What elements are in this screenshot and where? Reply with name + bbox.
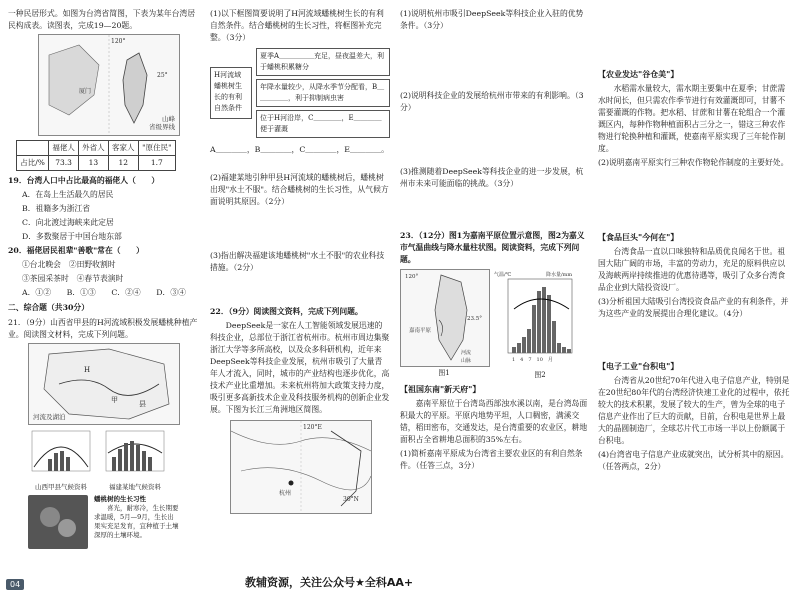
climate2-caption: 福建某地气候资料 bbox=[109, 483, 161, 491]
map-lon-label: 120° bbox=[111, 38, 126, 45]
column-3 bbox=[400, 8, 590, 474]
fig2-right-label: 降水量/mm bbox=[546, 272, 573, 278]
peach-title: 蟠桃树的生长习性 bbox=[94, 495, 146, 503]
peach-text-box bbox=[94, 495, 180, 549]
table-cell: 1.7 bbox=[138, 156, 175, 171]
river-caption: 河流及湖泊 bbox=[33, 413, 66, 421]
q20-option: A．①② B．①③ C．②④ D．③④ bbox=[22, 288, 186, 297]
map3-lon: 120°E bbox=[303, 424, 322, 431]
peach-text: 喜光，耐寒冷，生长期要求温暖，5月—9月，生长出果实充足发育，宜种植于土壤深厚的土壤环境。 bbox=[94, 504, 179, 539]
intro-text: 一种民居形式。如图为台湾省简图，下表为某年台湾居民构成表。读图表，完成19—20题。 bbox=[8, 9, 196, 30]
q22-1: (1)说明杭州市吸引DeepSeek等科技企业入驻的优势条件。（3分） bbox=[400, 9, 584, 30]
flow-diagram bbox=[210, 48, 390, 138]
section-heading: 二、综合题（共30分） bbox=[8, 303, 90, 312]
fig1-svg bbox=[401, 270, 489, 366]
table-header: "原住民" bbox=[138, 141, 175, 156]
table-cell: 73.3 bbox=[49, 156, 79, 171]
taiwan-map bbox=[38, 34, 180, 136]
table-cell: 12 bbox=[108, 156, 138, 171]
q20-option: ③茶园采茶时 ④春节表演时 bbox=[22, 274, 124, 283]
legend-mountain: 山峰 bbox=[162, 115, 175, 123]
flow-item: 夏季A＿＿＿＿＿充足，昼夜温差大，利于蟠桃积累糖分 bbox=[256, 48, 390, 76]
box2-title: 【食品巨头"今何在"】 bbox=[598, 233, 679, 242]
page-number: 04 bbox=[6, 579, 24, 590]
box-title: 【祖国东南"新天府"】 bbox=[400, 385, 481, 394]
peach-info bbox=[28, 495, 198, 549]
taiwan-map-svg bbox=[39, 35, 179, 135]
table-row-label: 占比/% bbox=[17, 156, 49, 171]
table-cell: 13 bbox=[79, 156, 109, 171]
fig1-lat: 23.5° bbox=[467, 316, 482, 322]
q23-2: (2)说明嘉南平原实行三种农作物轮作制度的主要好处。 bbox=[598, 158, 789, 167]
column-1 bbox=[8, 8, 198, 549]
q23-1: (1)简析嘉南平原成为台湾省主要农业区的有利自然条件。（任答三点，3分） bbox=[400, 449, 583, 470]
h-label: H bbox=[84, 366, 91, 374]
fig1 bbox=[400, 269, 488, 381]
table-header bbox=[17, 141, 49, 156]
column-2 bbox=[210, 8, 390, 514]
h-river-map bbox=[28, 343, 180, 425]
box2-text: 台湾食品一直以口味独特和品质优良闻名于世。祖国大陆广阔的市场，丰富的劳动力，充足的原料供应以及海峡两岸持续推进的优惠待遇等，吸引了众多台湾食品企业到大陆投资设厂。 bbox=[598, 247, 786, 292]
fig2-caption: 图2 bbox=[534, 371, 546, 379]
q21-1: (1)以下框图简要说明了H河流域蟠桃树生长的有利自然条件。结合蟠桃树的生长习性，将框图补充完整。（3分） bbox=[210, 9, 384, 42]
fig1-lon: 120° bbox=[405, 274, 419, 280]
fig2-months: 1 4 7 10 月 bbox=[512, 357, 553, 363]
table-header: 客家人 bbox=[108, 141, 138, 156]
climate-charts bbox=[28, 429, 198, 493]
climate2-svg bbox=[102, 429, 168, 477]
q19-option: C．向北渡过海峡来此定居 bbox=[22, 218, 114, 227]
q23-stem: 23．（12分）图1为嘉南平原位置示意图，图2为嘉义市气温曲线与降水量柱状图。阅读资料，完成下列问题。 bbox=[400, 231, 585, 264]
q23-3: (3)分析祖国大陆吸引台湾投资食品产业的有利条件，并为这些产业的发展提出合理化建议。（4分） bbox=[598, 297, 789, 318]
q19-option: A．在岛上生活最久的居民 bbox=[22, 190, 114, 199]
q19-option: B．祖籍多为浙江省 bbox=[22, 204, 91, 213]
box-text: 嘉南平原位于台湾岛西部浊水溪以南，是台湾岛面积最大的平原。平原内地势平坦，人口稠密，满溪交错，稻田密布，交通发达，是台湾重要的农业区，耕地面积占全省耕地总面积的35%左右。 bbox=[400, 399, 588, 444]
map3-hz: 杭州 bbox=[279, 490, 292, 497]
q21-2: (2)福建某地引种甲县H河流域的蟠桃树后，蟠桃树出现"水土不服"。结合蟠桃树的生长习性，从气候方面说明其原因。（2分） bbox=[210, 173, 389, 206]
peach-photo bbox=[28, 495, 88, 549]
column-4 bbox=[598, 66, 792, 475]
q19-option: D．多数聚居于中国台地东部 bbox=[22, 232, 122, 241]
q21-3: (3)指出解决福建该地蟠桃树"水土不服"的农业科技措施。（2分） bbox=[210, 251, 385, 272]
fig2-left-label: 气温/℃ bbox=[494, 272, 512, 278]
fig1-river: 河流 bbox=[461, 350, 472, 356]
q21-stem: 21．（9分）山西省甲县的H河流域积极发展蟠桃种植产业。阅读图文材料，完成下列问题。 bbox=[8, 318, 198, 339]
q23-4: (4)台湾省电子信息产业成就突出，试分析其中的原因。（任答两点，2分） bbox=[598, 450, 789, 471]
fig1-map bbox=[400, 269, 490, 367]
flow-item: 年降水量较少，从降水季节分配看，B＿＿＿＿＿，利于抑制病虫害 bbox=[256, 79, 390, 107]
q19-stem: 19．台湾人口中占比最高的福佬人（ ） bbox=[8, 176, 160, 185]
footer-watermark: 教辅资源，关注公众号★全科AA+ bbox=[245, 576, 414, 589]
flow-main-box: H河流域蟠桃树生长的有利自然条件 bbox=[210, 67, 252, 119]
map-city-label: 厦门 bbox=[79, 88, 92, 95]
climate1-svg bbox=[28, 429, 94, 477]
flow-answer-blanks: A＿＿＿＿，B＿＿＿＿，C＿＿＿＿，E＿＿＿＿。 bbox=[210, 145, 389, 154]
box3-text: 台湾省从20世纪70年代进入电子信息产业，特别是在20世纪80年代的台湾经济快速工业化的过程中，依托较大的技术积累，发展了较大的生产，曾为全球的电子信息产业作出了巨大的贡献，目前，台积电是世界上最大的晶圆制造厂，全球芯片代工市场一半以上份额属于台积电。 bbox=[598, 376, 790, 445]
xian-label: 县 bbox=[139, 400, 146, 408]
table-row bbox=[17, 156, 176, 171]
fig2-svg bbox=[494, 269, 586, 365]
box3-title: 【电子工业"台积电"】 bbox=[598, 362, 679, 371]
jia-label: 甲 bbox=[111, 396, 118, 404]
map3-lat: 30°N bbox=[343, 496, 359, 503]
table-header: 外省人 bbox=[79, 141, 109, 156]
q22-2: (2)说明科技企业的发展给杭州市带来的有利影响。（3分） bbox=[400, 91, 584, 112]
q22-3: (3)推测随着DeepSeek等科技企业的进一步发展，杭州市未来可能面临的挑战。（3分） bbox=[400, 167, 584, 188]
flow-items bbox=[256, 48, 390, 138]
fig1-jianan: 嘉南平原 bbox=[409, 328, 432, 334]
q20-stem: 20．福佬居民祖辈"善歌"常在（ ） bbox=[8, 246, 144, 255]
box1-title: 【农业发达"谷仓美"】 bbox=[598, 70, 679, 79]
map-lat-label: 25° bbox=[157, 72, 168, 79]
q23-figures bbox=[400, 269, 590, 381]
table-header-row bbox=[17, 141, 176, 156]
fig1-mountain: 山脉 bbox=[461, 358, 472, 364]
fig1-caption: 图1 bbox=[438, 369, 450, 377]
q20-option: ①台北晚会 ②田野收割时 bbox=[22, 260, 116, 269]
climate1-caption: 山西甲县气候资料 bbox=[35, 483, 87, 491]
legend-border: 省级界线 bbox=[149, 123, 175, 131]
q22-text: DeepSeek是一家在人工智能领域发展迅速的科技企业，总部位于浙江省杭州市。杭州市周边集聚浙江大学等多所高校，以及众多科研机构，近年来DeepSeek等科技企业发展，杭州市吸引了大量青年人才流入，同时，城市的产业结构也逐步优化，高技术产业比重增加。未来杭州将加大政策支持力度，吸引更多高新技术企业及科技服务机构的创新企业发展。下图为长江三角洲地区简图。 bbox=[210, 321, 390, 414]
population-table bbox=[16, 140, 176, 171]
q22-stem: 22．（9分）阅读图文资料，完成下列问题。 bbox=[210, 307, 363, 316]
fig2 bbox=[494, 269, 586, 381]
yangtze-delta-map bbox=[230, 420, 372, 514]
yangtze-delta-svg bbox=[231, 421, 371, 513]
climate-chart-1 bbox=[28, 429, 94, 493]
table-header: 福佬人 bbox=[49, 141, 79, 156]
climate-chart-2 bbox=[102, 429, 168, 493]
flow-item: 位于H河沿岸，C＿＿＿＿，E＿＿＿＿便于灌溉 bbox=[256, 110, 390, 138]
box1-text: 水稻需水量较大，需水期主要集中在夏季；甘蔗需水时间长，但只需农作季节进行有效灌溉即可，甘薯不需要灌溉的作物。把水稻、甘蔗和甘薯在轮组合一个灌溉区内，每种作物种植面积占三分之一，错这三种农作物进行轮换种植和灌溉，使嘉南平原实现了三年轮作制度。 bbox=[598, 84, 786, 153]
